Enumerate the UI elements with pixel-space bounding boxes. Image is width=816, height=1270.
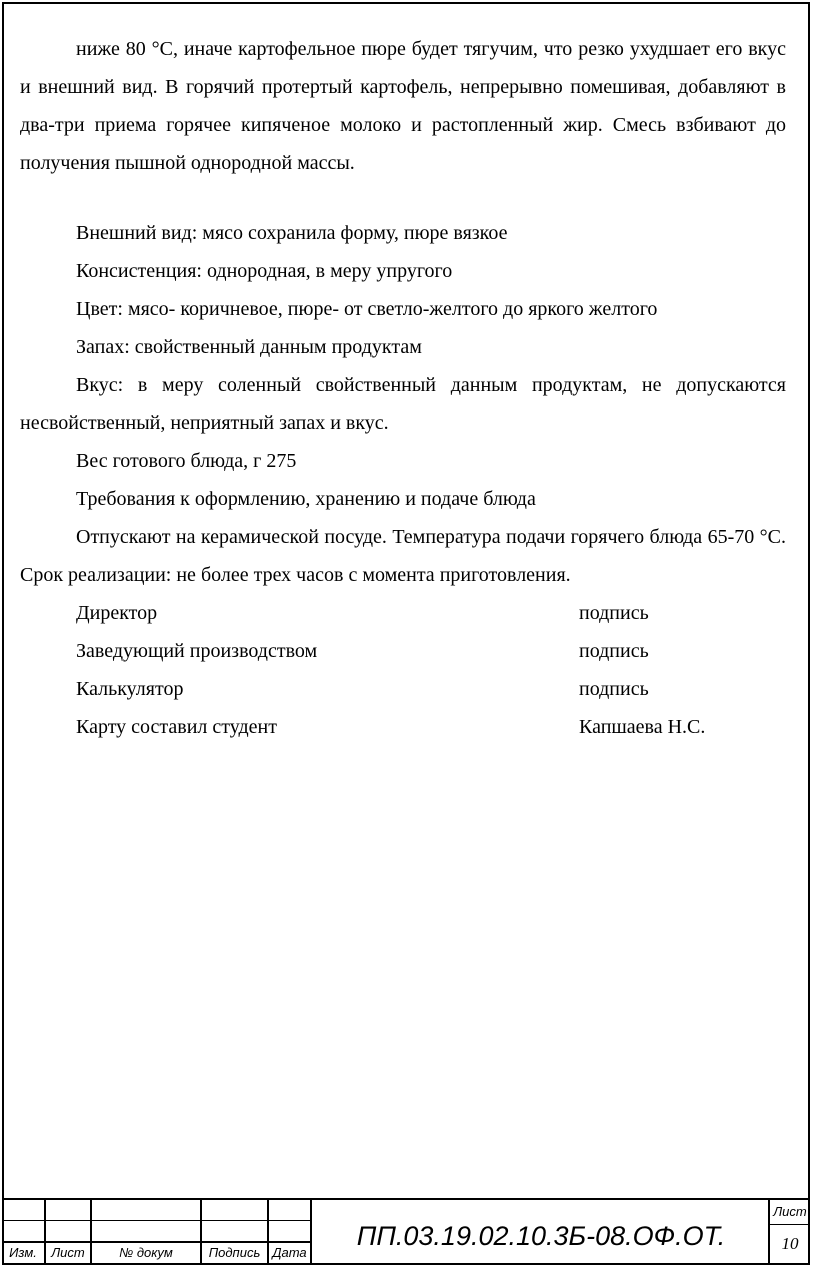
stamp-col-sign: Подпись: [208, 1245, 261, 1260]
signature-value: подпись: [579, 640, 649, 662]
stamp-grid-line: [2, 1220, 312, 1221]
intro-paragraph: ниже 80 °С, иначе картофельное пюре будет тягучим, что резко ухудшает его вкус и внешний вид. В горячий протертый картофель, непрерывно помешивая, добавляют в два-три приема горячее кипяченое молоко и растопленный жир. Смесь взбивают до получения пышной однородной массы.: [20, 38, 786, 174]
stamp-col-izm: Изм.: [9, 1245, 37, 1260]
taste-paragraph: Вкус: в меру соленный свойственный данным продуктам, не допускаются несвойственный, неприятный запах и вкус.: [20, 374, 786, 434]
signature-row-calculator: [20, 670, 786, 708]
signature-row-director: [20, 594, 786, 632]
document-body: [20, 30, 786, 746]
stamp-col-list: Лист: [51, 1245, 85, 1260]
appearance-line: Внешний вид: мясо сохранила форму, пюре вязкое: [76, 222, 508, 244]
signature-row-production-manager: [20, 632, 786, 670]
document-code: ПП.03.19.02.10.3Б-08.ОФ.ОТ.: [356, 1221, 726, 1251]
stamp-col-date: Дата: [272, 1245, 307, 1260]
paragraph-gap: [20, 182, 786, 214]
sheet-number: 10: [781, 1234, 799, 1253]
smell-line: Запах: свойственный данным продуктам: [76, 336, 422, 358]
stamp-col-doc: № докум: [119, 1245, 173, 1260]
signature-value: подпись: [579, 602, 649, 624]
sheet-label: Лист: [773, 1204, 807, 1219]
signature-role: Карту составил студент: [76, 716, 277, 738]
weight-line: Вес готового блюда, г 275: [76, 450, 297, 472]
signature-role: Директор: [76, 602, 158, 624]
title-block-stamp: [2, 1198, 810, 1265]
signature-role: Заведующий производством: [76, 640, 318, 662]
signature-role: Калькулятор: [76, 678, 184, 700]
signature-value: подпись: [579, 678, 649, 700]
color-line: Цвет: мясо- коричневое, пюре- от светло-желтого до яркого желтого: [76, 298, 658, 320]
requirements-heading: Требования к оформлению, хранению и подаче блюда: [76, 488, 536, 510]
signature-value: Капшаева Н.С.: [579, 716, 706, 738]
serving-paragraph: Отпускают на керамической посуде. Температура подачи горячего блюда 65-70 °С. Срок реализации: не более трех часов с момента приготовления.: [20, 526, 786, 586]
stamp-grid-line: [770, 1224, 810, 1225]
signature-row-student: [20, 708, 786, 746]
consistency-line: Консистенция: однородная, в меру упругого: [76, 260, 453, 282]
